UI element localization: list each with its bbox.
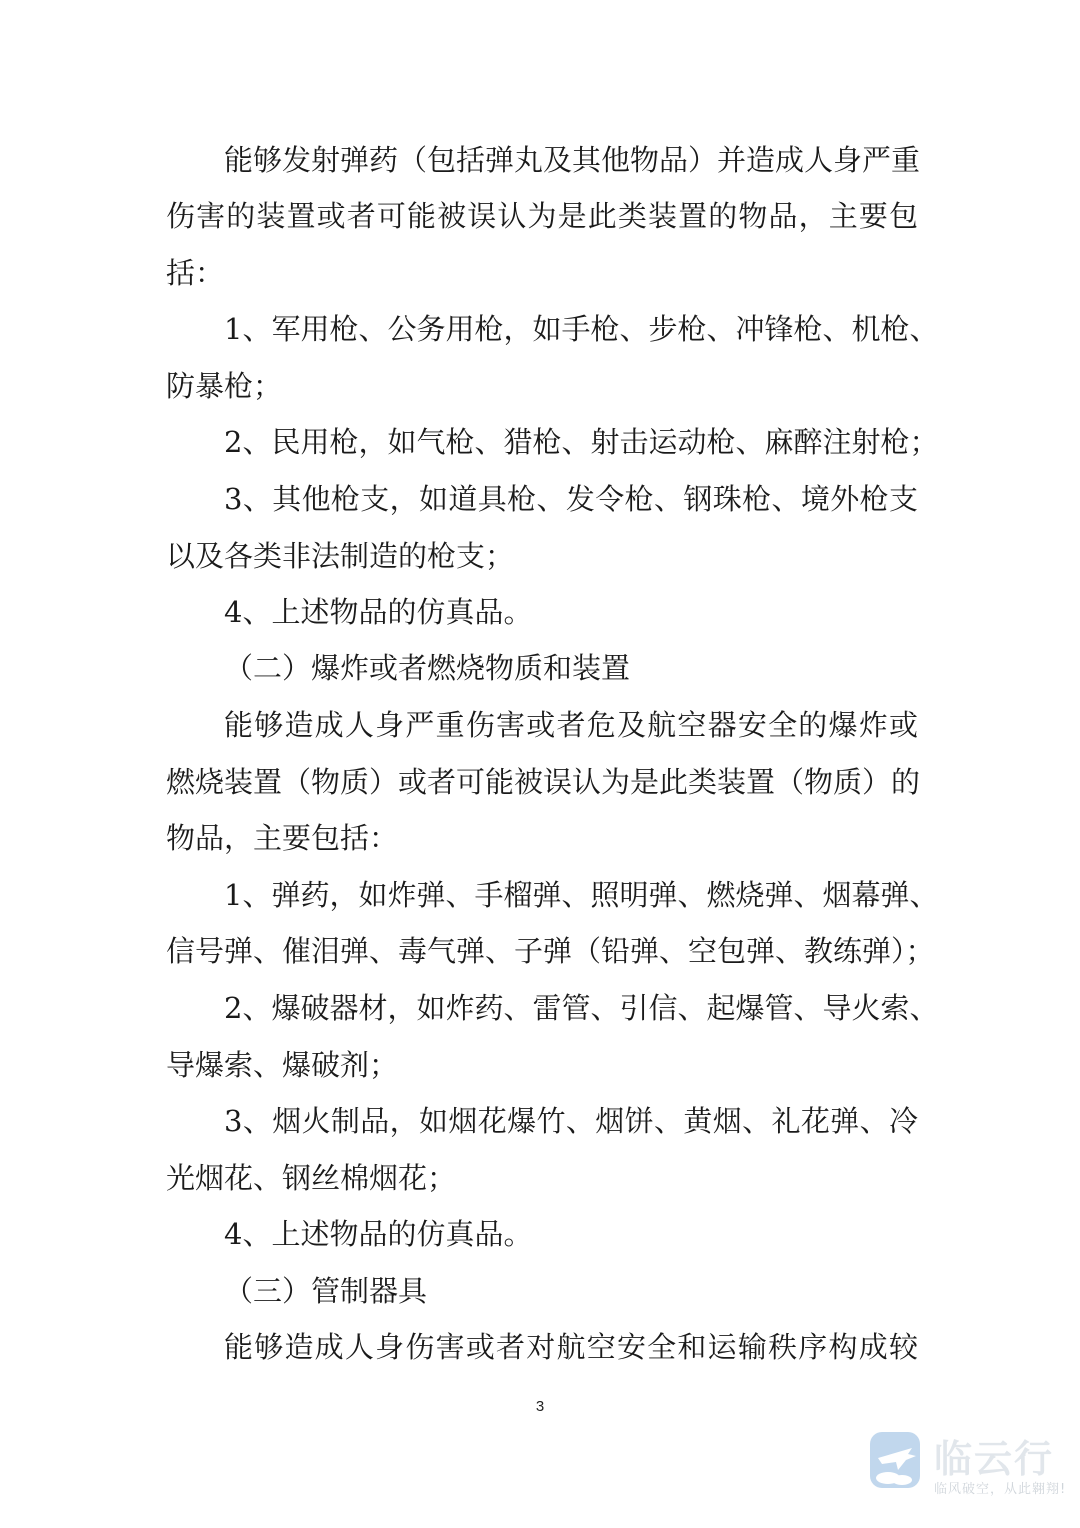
paragraph-line: 能够发射弹药（包括弹丸及其他物品）并造成人身严重: [224, 143, 921, 177]
list-item-line: 3、其他枪支，如道具枪、发令枪、钢珠枪、境外枪支: [224, 482, 918, 516]
airplane-cloud-icon: [868, 1428, 922, 1494]
paragraph-line: 伤害的装置或者可能被误认为是此类装置的物品，主要包: [166, 199, 918, 233]
watermark-name: 临云行: [934, 1437, 1055, 1481]
list-item-line: 1、弹药，如炸弹、手榴弹、照明弹、燃烧弹、烟幕弹、: [224, 878, 939, 912]
list-item-line: 信号弹、催泪弹、毒气弹、子弹（铅弹、空包弹、教练弹）；: [166, 934, 935, 968]
section-heading: （三）管制器具: [224, 1274, 428, 1308]
list-item-line: 4、上述物品的仿真品。: [224, 1217, 533, 1251]
list-item-line: 2、爆破器材，如炸药、雷管、引信、起爆管、导火索、: [224, 991, 939, 1025]
page-number: 3: [535, 1398, 545, 1415]
list-item-line: 光烟花、钢丝棉烟花；: [166, 1161, 457, 1195]
list-item-line: 1、军用枪、公务用枪，如手枪、步枪、冲锋枪、机枪、: [224, 312, 939, 346]
paragraph-line: 燃烧装置（物质）或者可能被误认为是此类装置（物质）的: [166, 765, 921, 799]
paragraph-line: 能够造成人身伤害或者对航空安全和运输秩序构成较: [224, 1330, 918, 1364]
list-item-line: 防暴枪；: [166, 369, 283, 403]
watermark-slogan: 临风破空，从此翱翔!: [934, 1482, 1067, 1497]
watermark-logo: [868, 1428, 1068, 1502]
list-item-line: 4、上述物品的仿真品。: [224, 595, 533, 629]
paragraph-line: 物品，主要包括：: [166, 821, 399, 855]
list-item-line: 导爆索、爆破剂；: [166, 1048, 399, 1082]
list-item-line: 2、民用枪，如气枪、猎枪、射击运动枪、麻醉注射枪；: [224, 425, 939, 459]
list-item-line: 以及各类非法制造的枪支；: [166, 539, 515, 573]
paragraph-line: 括：: [166, 256, 225, 290]
paragraph-line: 能够造成人身严重伤害或者危及航空器安全的爆炸或: [224, 708, 918, 742]
section-heading: （二）爆炸或者燃烧物质和装置: [224, 651, 631, 685]
list-item-line: 3、烟火制品，如烟花爆竹、烟饼、黄烟、礼花弹、冷: [224, 1104, 918, 1138]
